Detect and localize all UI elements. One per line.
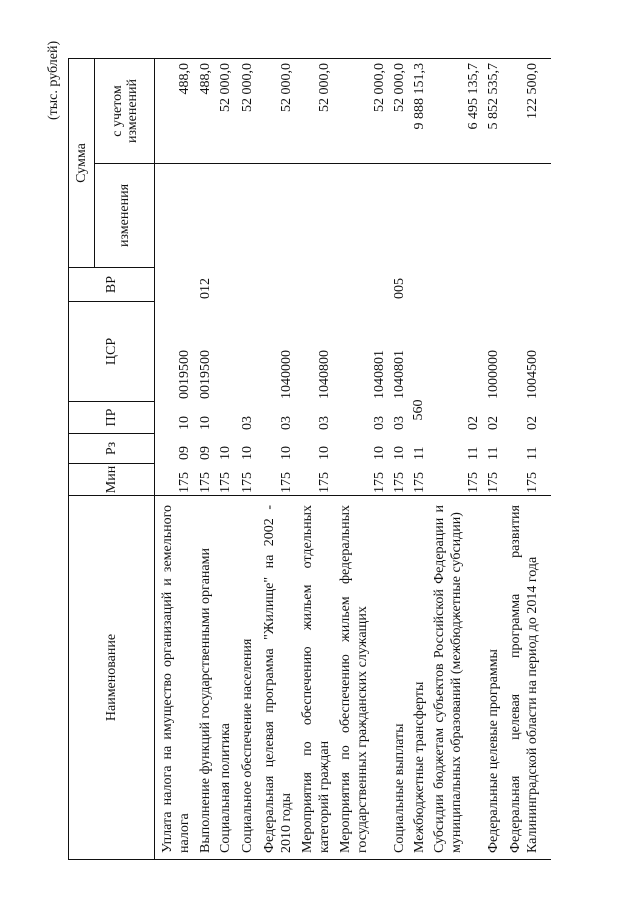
row-pr: 10 [177,416,192,430]
row-pr: 02 [525,416,540,430]
units-label: (тыс. рублей) [46,40,61,120]
row-with-changes: 52 000,0 [240,63,255,112]
row-csr: 1040800 [317,350,332,399]
row-csr: 1040801 [372,350,387,399]
row-csr: 1004500 [525,350,540,399]
row-rz: 10 [240,446,255,460]
page-number: 560 [411,399,426,421]
row-rz: 09 [177,446,192,460]
row-with-changes: 488,0 [177,63,192,95]
row-pr: 02 [486,416,501,430]
row-vr: 005 [392,278,407,299]
row-csr: 1040000 [279,350,294,399]
row-min: 175 [392,472,407,493]
row-pr: 03 [240,416,255,430]
row-with-changes: 122 500,0 [525,63,540,119]
budget-table [68,58,551,860]
row-min: 175 [486,472,501,493]
row-csr: 0019500 [198,350,213,399]
row-rz: 10 [317,446,332,460]
row-rz: 10 [218,446,233,460]
row-with-changes: 52 000,0 [279,63,294,112]
row-name: Социальная политика [218,723,233,853]
row-min: 175 [198,472,213,493]
row-min: 175 [372,472,387,493]
header-vr: ВР [69,267,155,301]
row-vr: 012 [198,278,213,299]
row-rz: 10 [279,446,294,460]
row-name: Субсидии бюджетам субъектов Российской Федерации и муниципальных образований (межбюджетные субсидии) [432,505,464,853]
row-rz: 11 [466,446,481,460]
row-rz: 11 [412,446,427,460]
row-min: 175 [412,472,427,493]
row-name: Федеральные целевые программы [486,649,501,853]
row-min: 175 [317,472,332,493]
row-min: 175 [218,472,233,493]
row-csr: 1000000 [486,350,501,399]
header-csr: ЦСР [69,301,155,401]
header-with-changes: с учетом изменений [95,59,155,163]
row-name: Мероприятия по обеспечению жильем отдельных категорий граждан [300,505,332,853]
row-name: Мероприятия по обеспечению жильем федеральных государственных гражданских служащих [338,505,370,853]
row-with-changes: 5 852 535,7 [486,63,501,130]
header-name: Наименование [69,495,155,859]
row-name: Уплата налога на имущество организаций и земельного налога [160,505,192,853]
row-name: Федеральная целевая программа развития Калининградской области на период до 2014 года [508,505,540,853]
row-with-changes: 52 000,0 [317,63,332,112]
row-name: Выполнение функций государственными органами [198,548,213,853]
row-pr: 10 [198,416,213,430]
row-csr: 1040801 [392,350,407,399]
row-name: Социальные выплаты [392,723,407,853]
row-pr: 03 [279,416,294,430]
row-name: Межбюджетные трансферты [412,681,427,853]
row-pr: 03 [317,416,332,430]
row-rz: 11 [486,446,501,460]
header-rz: Рз [69,433,155,463]
row-pr: 03 [372,416,387,430]
header-pr: ПР [69,401,155,433]
row-with-changes: 52 000,0 [372,63,387,112]
row-name: Федеральная целевая программа "Жилище" на 2002 - 2010 годы [262,505,294,853]
row-with-changes: 52 000,0 [392,63,407,112]
row-rz: 11 [525,446,540,460]
row-name: Социальное обеспечение населения [240,638,255,853]
row-min: 175 [525,472,540,493]
header-sum: Сумма [69,59,95,267]
changes-column-rule [155,163,551,267]
row-with-changes: 52 000,0 [218,63,233,112]
row-pr: 03 [392,416,407,430]
row-csr: 0019500 [177,350,192,399]
row-min: 175 [466,472,481,493]
header-changes: изменения [95,163,155,267]
row-rz: 10 [372,446,387,460]
row-min: 175 [177,472,192,493]
row-pr: 02 [466,416,481,430]
row-min: 175 [240,472,255,493]
row-with-changes: 6 495 135,7 [466,63,481,130]
row-with-changes: 488,0 [198,63,213,95]
header-min: Мин [69,463,155,495]
row-rz: 09 [198,446,213,460]
row-min: 175 [279,472,294,493]
row-with-changes: 9 888 151,3 [412,63,427,130]
row-rz: 10 [392,446,407,460]
